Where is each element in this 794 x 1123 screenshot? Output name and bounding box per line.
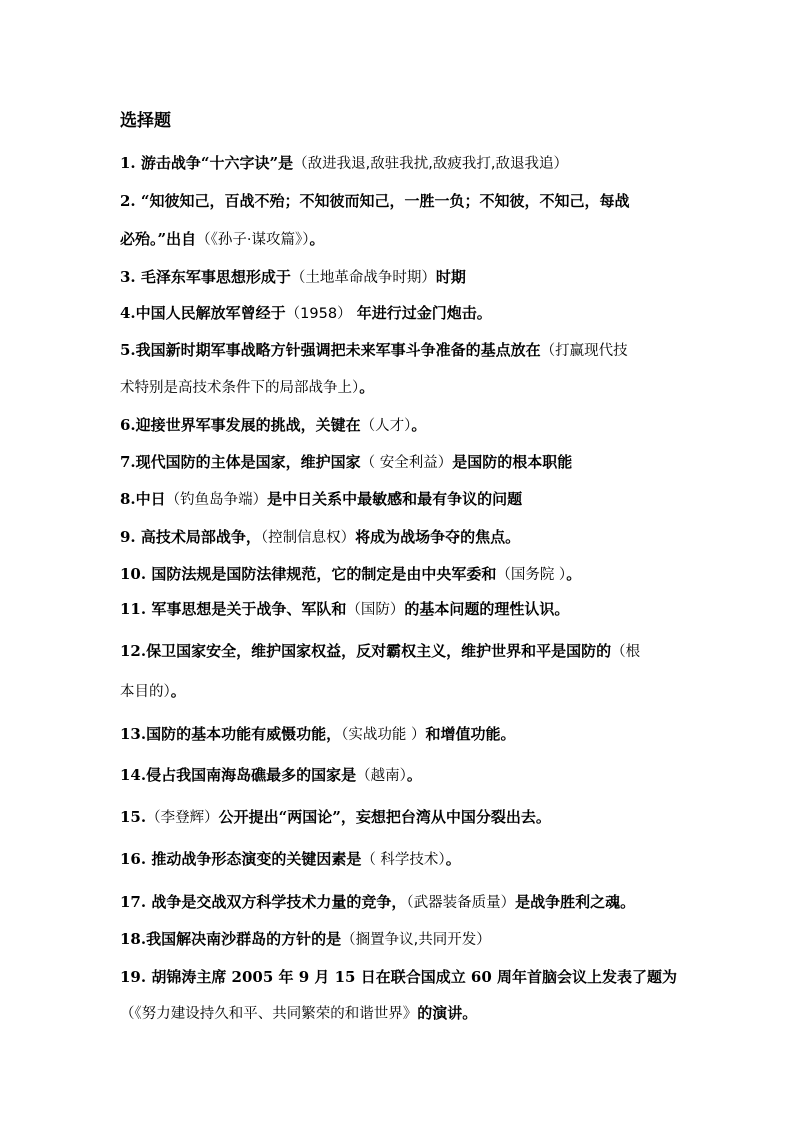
question-text-tail: 是中日关系中最敏感和最有争议的问题 — [267, 490, 523, 508]
question-line — [120, 680, 186, 701]
question-text: 18.我国解决南沙群岛的方针的是 — [120, 930, 342, 948]
answer-text: （武器装备质量） — [406, 895, 516, 911]
question-text-tail: 公开提出“两国论”，妄想把台湾从中国分裂出去。 — [218, 808, 551, 826]
answer-text: 术特别是高技术条件下的局部战争上） — [120, 380, 360, 396]
question-line — [120, 723, 515, 744]
answer-text: （土地革命战争时期） — [290, 270, 436, 286]
question-text-tail: 和增值功能。 — [425, 725, 516, 743]
answer-text: （国防） — [346, 602, 405, 618]
question-text-tail: 。 — [309, 230, 325, 248]
question-line — [120, 302, 492, 323]
question-text: 6.迎接世界军事发展的挑战，关键在 — [120, 416, 361, 434]
question-line — [120, 891, 635, 912]
question-text-tail: 。 — [170, 682, 186, 700]
question-text: 13.国防的基本功能有威慑功能， — [120, 725, 342, 743]
question-text: 2. “知彼知己，百战不殆；不知彼而知己，一胜一负；不知彼，不知己，每战 — [120, 192, 630, 210]
question-text-tail: 。 — [411, 416, 427, 434]
question-line — [120, 228, 325, 249]
question-text: 8.中日 — [120, 490, 166, 508]
question-line — [120, 1002, 477, 1023]
question-text: 15. — [120, 808, 147, 826]
question-line — [120, 640, 640, 661]
answer-text: （钓鱼岛争端） — [165, 492, 268, 508]
question-line — [120, 488, 522, 509]
question-text-tail: 。 — [359, 378, 375, 396]
question-text: 9. 高技术局部战争， — [120, 528, 261, 546]
question-text-tail: 是国防的根本职能 — [452, 453, 573, 471]
answer-text: （敌进我退,敌驻我扰,敌疲我打,敌退我追） — [293, 156, 568, 172]
question-line — [120, 376, 374, 397]
question-text: 必殆。”出自 — [120, 230, 197, 248]
answer-text: （搁置争议,共同开发） — [341, 932, 491, 948]
question-text: 19. 胡锦涛主席 2005 年 9 月 15 日在联合国成立 60 周年首脑会议上发表了题为 — [120, 968, 678, 986]
question-text: 1. 游击战争“十六字诀”是 — [120, 154, 294, 172]
answer-text: （李登辉） — [146, 810, 219, 826]
question-text-tail: 是战争胜利之魂。 — [515, 893, 636, 911]
answer-text: （越南） — [356, 768, 407, 784]
section-heading: 选择题 — [120, 111, 171, 131]
question-line — [120, 764, 422, 785]
question-text-tail: 的基本问题的理性认识。 — [404, 600, 570, 618]
answer-text: （1958） — [285, 306, 352, 322]
question-text: 4.中国人民解放军曾经于 — [120, 304, 286, 322]
question-text-tail: 的演讲。 — [417, 1004, 478, 1022]
question-text: 12.保卫国家安全，维护国家权益，反对霸权主义，维护世界和平是国防的 — [120, 642, 612, 660]
answer-text: 本目的） — [120, 684, 171, 700]
answer-text: （控制信息权） — [260, 530, 356, 546]
question-text: 7.现代国防的主体是国家，维护国家 — [120, 453, 361, 471]
answer-text: （《孙子·谋攻篇》） — [196, 232, 310, 248]
question-line — [120, 598, 569, 619]
question-text: 14.侵占我国南海岛礁最多的国家是 — [120, 766, 357, 784]
answer-text: （ 安全利益） — [360, 455, 453, 471]
answer-text: （打赢现代技 — [540, 343, 628, 359]
question-line — [120, 966, 677, 987]
question-line — [120, 848, 461, 869]
question-text: 5.我国新时期军事战略方针强调把未来军事斗争准备的基点放在 — [120, 341, 541, 359]
answer-text: （人才） — [360, 418, 412, 434]
answer-text: （实战功能 ） — [341, 727, 426, 743]
question-line — [120, 928, 491, 949]
answer-text: （国务院 ） — [496, 567, 567, 583]
question-line — [120, 414, 426, 435]
question-line — [120, 152, 568, 173]
question-line — [120, 451, 572, 472]
question-text-tail: 。 — [445, 850, 461, 868]
question-text: 11. 军事思想是关于战争、军队和 — [120, 600, 347, 618]
answer-text: （根 — [611, 644, 641, 660]
question-line — [120, 190, 630, 211]
question-line — [120, 266, 466, 287]
question-line — [120, 563, 581, 584]
question-text: 10. 国防法规是国防法律规范，它的制定是由中央军委和 — [120, 565, 497, 583]
question-text: 17. 战争是交战双方科学技术力量的竞争， — [120, 893, 407, 911]
question-text-tail: 时期 — [435, 268, 466, 286]
answer-text: （《努力建设持久和平、共同繁荣的和谐世界》 — [120, 1006, 418, 1022]
question-text-tail: 。 — [406, 766, 422, 784]
question-line — [120, 526, 520, 547]
answer-text: （ 科学技术） — [361, 852, 446, 868]
question-line — [120, 806, 551, 827]
question-line — [120, 339, 628, 360]
question-text: 16. 推动战争形态演变的关键因素是 — [120, 850, 362, 868]
question-text-tail: 将成为战场争夺的焦点。 — [355, 528, 521, 546]
question-text-tail: 年进行过金门炮击。 — [351, 304, 492, 322]
question-text-tail: 。 — [566, 565, 582, 583]
question-text: 3. 毛泽东军事思想形成于 — [120, 268, 291, 286]
